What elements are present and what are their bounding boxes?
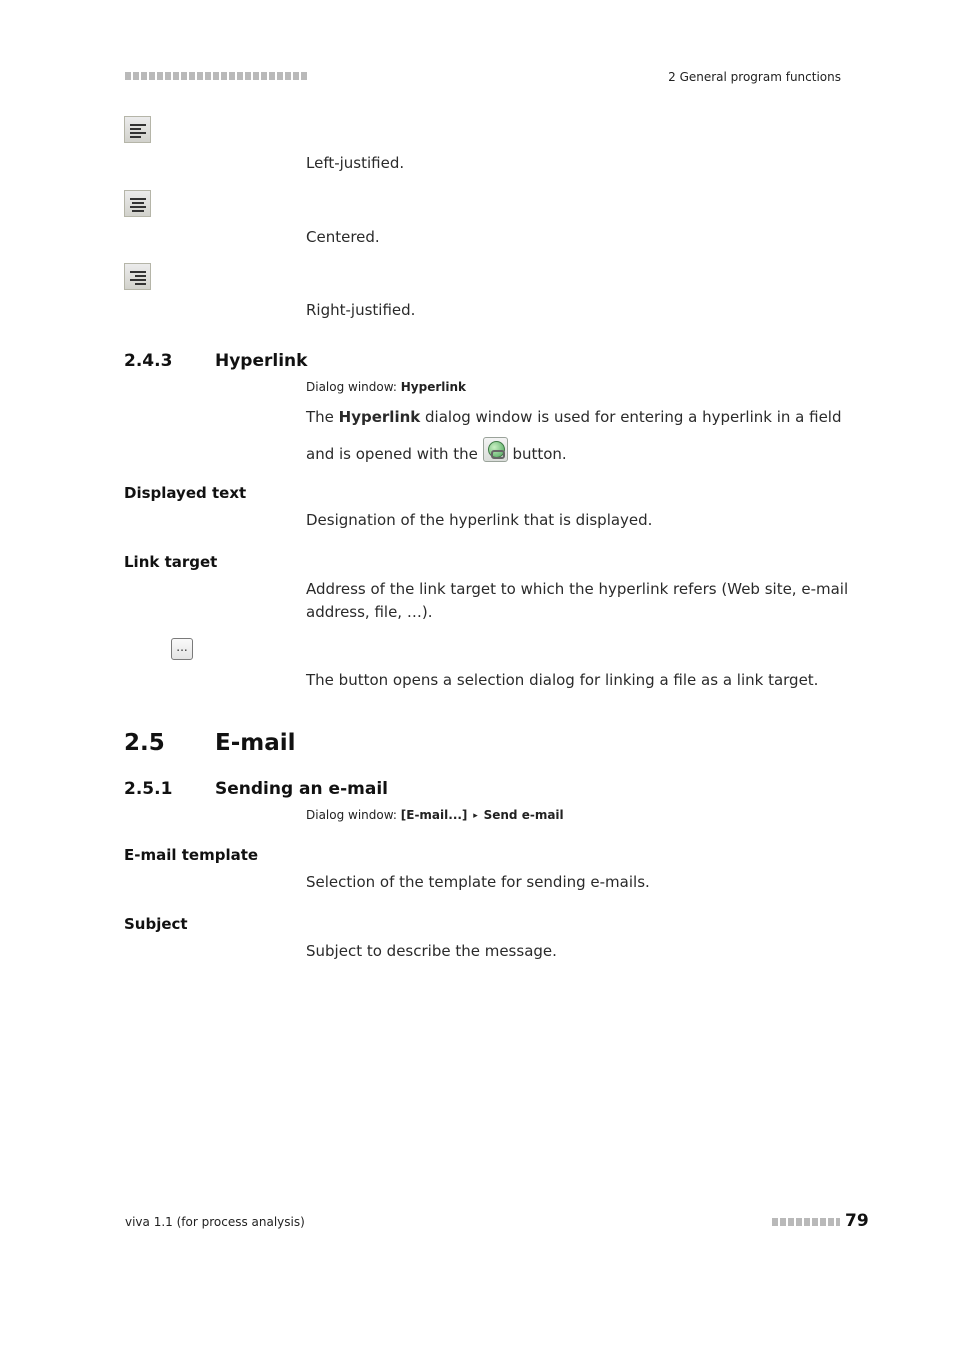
section-number: 2.4.3 bbox=[124, 351, 173, 371]
footer-product: viva 1.1 (for process analysis) bbox=[125, 1215, 305, 1229]
browse-button-description: The button opens a selection dialog for linking a file as a link target. bbox=[306, 671, 819, 689]
browse-button-icon: ... bbox=[171, 638, 193, 660]
dialog-path-item: Send e-mail bbox=[483, 808, 564, 822]
dialog-name: Hyperlink bbox=[400, 380, 467, 394]
path-separator-icon: ▸ bbox=[473, 811, 478, 821]
page-number: 79 bbox=[845, 1211, 869, 1231]
intro-text: button. bbox=[507, 445, 567, 463]
align-left-icon bbox=[124, 116, 151, 143]
section-heading-hyperlink bbox=[124, 351, 307, 371]
hyperlink-icon bbox=[483, 437, 508, 462]
dialog-prefix: Dialog window: bbox=[306, 808, 401, 822]
section-heading-sending-email bbox=[124, 779, 388, 799]
displayed-text-label: Displayed text bbox=[124, 484, 247, 502]
email-template-description: Selection of the template for sending e-mails. bbox=[306, 873, 650, 891]
subject-description: Subject to describe the message. bbox=[306, 942, 557, 960]
dialog-path-menu: [E-mail...] bbox=[400, 808, 468, 822]
intro-bold: Hyperlink bbox=[338, 408, 421, 426]
link-target-description-2: address, file, …). bbox=[306, 603, 433, 621]
dialog-window-reference bbox=[306, 380, 466, 394]
intro-text: dialog window is used for entering a hyperlink in a field bbox=[420, 408, 842, 426]
dialog-window-reference bbox=[306, 808, 564, 822]
section-number: 2.5 bbox=[124, 730, 165, 756]
intro-text: and is opened with the bbox=[306, 445, 483, 463]
header-chapter: 2 General program functions bbox=[668, 70, 841, 84]
section-title: Sending an e-mail bbox=[215, 779, 388, 799]
header-decoration bbox=[125, 72, 307, 80]
section-title: Hyperlink bbox=[215, 351, 308, 371]
align-left-description: Left-justified. bbox=[306, 154, 405, 172]
footer-decoration bbox=[772, 1218, 840, 1226]
chapter-heading-email bbox=[124, 730, 296, 756]
hyperlink-intro-line-1 bbox=[306, 406, 842, 429]
email-template-label: E-mail template bbox=[124, 846, 259, 864]
link-target-label: Link target bbox=[124, 553, 218, 571]
section-number: 2.5.1 bbox=[124, 779, 173, 799]
link-target-description-1: Address of the link target to which the hyperlink refers (Web site, e-mail bbox=[306, 580, 849, 598]
subject-label: Subject bbox=[124, 915, 188, 933]
align-center-description: Centered. bbox=[306, 228, 380, 246]
align-center-icon bbox=[124, 190, 151, 217]
dialog-prefix: Dialog window: bbox=[306, 380, 401, 394]
align-right-icon bbox=[124, 263, 151, 290]
hyperlink-intro-line-2 bbox=[306, 437, 567, 466]
align-right-description: Right-justified. bbox=[306, 301, 416, 319]
section-title: E-mail bbox=[215, 730, 296, 756]
intro-text: The bbox=[306, 408, 339, 426]
displayed-text-description: Designation of the hyperlink that is displayed. bbox=[306, 511, 653, 529]
